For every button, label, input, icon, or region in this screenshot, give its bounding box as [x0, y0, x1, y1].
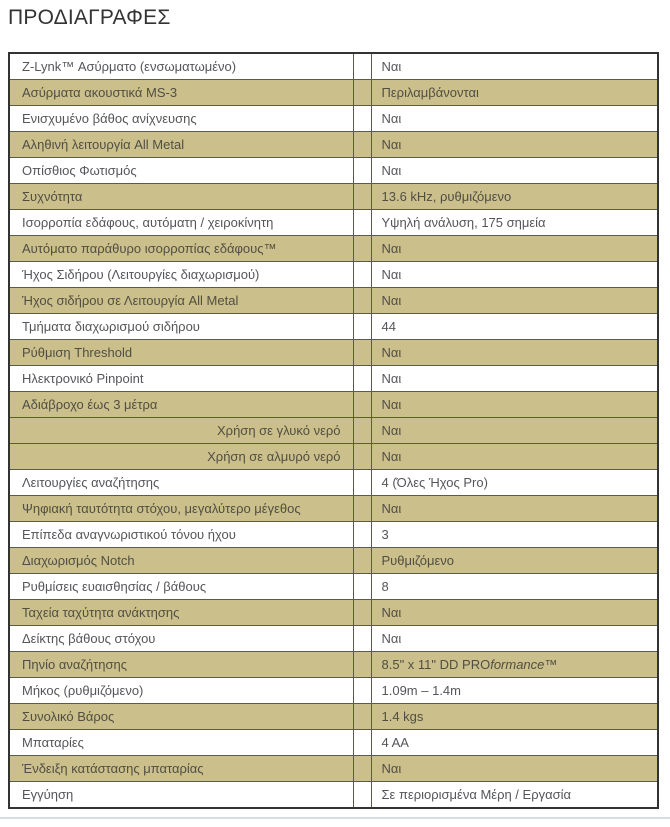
- spacer-cell: [353, 53, 371, 80]
- spec-value-cell: Περιλαμβάνονται: [371, 80, 658, 106]
- spec-table: [8, 52, 659, 809]
- spec-value-cell: Ναι: [371, 444, 658, 470]
- spec-value-cell: 13.6 kHz, ρυθμιζόμενο: [371, 184, 658, 210]
- spec-label-cell: Λειτουργίες αναζήτησης: [9, 470, 353, 496]
- spec-value-cell: Ναι: [371, 288, 658, 314]
- spec-label-cell: Ισορροπία εδάφους, αυτόματη / χειροκίνητη: [9, 210, 353, 236]
- table-row: [9, 444, 658, 470]
- spec-value-cell: Ναι: [371, 53, 658, 80]
- table-row: [9, 574, 658, 600]
- spacer-cell: [353, 730, 371, 756]
- spec-label-cell: Μπαταρίες: [9, 730, 353, 756]
- spacer-cell: [353, 236, 371, 262]
- spec-value-cell: Ναι: [371, 496, 658, 522]
- table-row: [9, 548, 658, 574]
- spec-value-cell: Ναι: [371, 756, 658, 782]
- spec-label-cell: Ένδειξη κατάστασης μπαταρίας: [9, 756, 353, 782]
- spec-label-cell: Ήχος σιδήρου σε Λειτουργία All Metal: [9, 288, 353, 314]
- spec-value-cell: Ναι: [371, 626, 658, 652]
- spec-label-cell: Ρύθμιση Threshold: [9, 340, 353, 366]
- table-row: [9, 80, 658, 106]
- spec-value-cell: Υψηλή ανάλυση, 175 σημεία: [371, 210, 658, 236]
- spacer-cell: [353, 262, 371, 288]
- spacer-cell: [353, 678, 371, 704]
- spacer-cell: [353, 158, 371, 184]
- spec-value-cell: Ναι: [371, 262, 658, 288]
- spacer-cell: [353, 522, 371, 548]
- table-row: [9, 53, 658, 80]
- spacer-cell: [353, 626, 371, 652]
- table-row: [9, 340, 658, 366]
- spec-label-cell: Οπίσθιος Φωτισμός: [9, 158, 353, 184]
- spec-label-cell: Χρήση σε γλυκό νερό: [9, 418, 353, 444]
- table-row: [9, 678, 658, 704]
- spec-value-cell: Ναι: [371, 106, 658, 132]
- page-title: ΠΡΟΔΙΑΓΡΑΦΕΣ: [8, 6, 171, 29]
- table-row: [9, 262, 658, 288]
- spec-label-cell: Επίπεδα αναγνωριστικού τόνου ήχου: [9, 522, 353, 548]
- spec-value-cell: 1.4 kgs: [371, 704, 658, 730]
- table-row: [9, 158, 658, 184]
- spacer-cell: [353, 184, 371, 210]
- spec-value-cell: Ναι: [371, 236, 658, 262]
- spec-label-cell: Χρήση σε αλμυρό νερό: [9, 444, 353, 470]
- table-row: [9, 418, 658, 444]
- spacer-cell: [353, 600, 371, 626]
- spec-value-cell: Ναι: [371, 132, 658, 158]
- spec-label-cell: Ηλεκτρονικό Pinpoint: [9, 366, 353, 392]
- spec-label-cell: Συνολικό Βάρος: [9, 704, 353, 730]
- spec-value-cell: Ναι: [371, 418, 658, 444]
- spec-label-cell: Μήκος (ρυθμιζόμενο): [9, 678, 353, 704]
- spec-value-cell: Ναι: [371, 366, 658, 392]
- spec-value-cell: 44: [371, 314, 658, 340]
- spec-label-cell: Ψηφιακή ταυτότητα στόχου, μεγαλύτερο μέγεθος: [9, 496, 353, 522]
- spacer-cell: [353, 210, 371, 236]
- spec-label-cell: Δείκτης βάθους στόχου: [9, 626, 353, 652]
- spacer-cell: [353, 80, 371, 106]
- table-row: [9, 626, 658, 652]
- spec-value-cell: 4 AA: [371, 730, 658, 756]
- table-row: [9, 496, 658, 522]
- table-row: [9, 184, 658, 210]
- spec-value-cell: Ναι: [371, 392, 658, 418]
- spacer-cell: [353, 574, 371, 600]
- spec-value-cell: Ναι: [371, 600, 658, 626]
- spacer-cell: [353, 106, 371, 132]
- table-row: [9, 366, 658, 392]
- table-row: [9, 236, 658, 262]
- table-row: [9, 600, 658, 626]
- spec-label-cell: Ενισχυμένο βάθος ανίχνευσης: [9, 106, 353, 132]
- table-row: [9, 756, 658, 782]
- spacer-cell: [353, 756, 371, 782]
- spec-label-cell: Εγγύηση: [9, 782, 353, 809]
- spacer-cell: [353, 704, 371, 730]
- spec-value-cell: Ναι: [371, 158, 658, 184]
- spacer-cell: [353, 470, 371, 496]
- spec-label-cell: Ασύρματα ακουστικά MS-3: [9, 80, 353, 106]
- spacer-cell: [353, 496, 371, 522]
- spacer-cell: [353, 782, 371, 809]
- table-row: [9, 392, 658, 418]
- spec-label-cell: Συχνότητα: [9, 184, 353, 210]
- spec-value-cell: 8: [371, 574, 658, 600]
- table-row: [9, 132, 658, 158]
- spec-label-cell: Z-Lynk™ Ασύρματο (ενσωματωμένο): [9, 53, 353, 80]
- spec-value-cell: 3: [371, 522, 658, 548]
- spacer-cell: [353, 652, 371, 678]
- table-row: [9, 782, 658, 809]
- table-row: [9, 210, 658, 236]
- spec-label-cell: Πηνίο αναζήτησης: [9, 652, 353, 678]
- spacer-cell: [353, 132, 371, 158]
- spec-label-cell: Ταχεία ταχύτητα ανάκτησης: [9, 600, 353, 626]
- spec-table-body: [9, 53, 658, 808]
- spec-label-cell: Ήχος Σιδήρου (Λειτουργίες διαχωρισμού): [9, 262, 353, 288]
- spec-label-cell: Αδιάβροχο έως 3 μέτρα: [9, 392, 353, 418]
- spec-label-cell: Αυτόματο παράθυρο ισορροπίας εδάφους™: [9, 236, 353, 262]
- spacer-cell: [353, 314, 371, 340]
- table-row: [9, 522, 658, 548]
- spec-value-cell: Σε περιορισμένα Μέρη / Εργασία: [371, 782, 658, 809]
- spec-value-cell: 4 (Όλες Ήχος Pro): [371, 470, 658, 496]
- spacer-cell: [353, 288, 371, 314]
- spacer-cell: [353, 340, 371, 366]
- spec-value-cell: 8.5" x 11" DD PROformance™: [371, 652, 658, 678]
- spacer-cell: [353, 548, 371, 574]
- table-row: [9, 314, 658, 340]
- spacer-cell: [353, 444, 371, 470]
- table-row: [9, 470, 658, 496]
- spec-label-cell: Αληθινή λειτουργία All Metal: [9, 132, 353, 158]
- spec-value-cell: 1.09m – 1.4m: [371, 678, 658, 704]
- spacer-cell: [353, 418, 371, 444]
- spacer-cell: [353, 392, 371, 418]
- table-row: [9, 704, 658, 730]
- table-row: [9, 106, 658, 132]
- table-row: [9, 288, 658, 314]
- spacer-cell: [353, 366, 371, 392]
- bottom-divider: [0, 817, 670, 819]
- spec-value-cell: Ρυθμιζόμενο: [371, 548, 658, 574]
- spec-label-cell: Ρυθμίσεις ευαισθησίας / βάθους: [9, 574, 353, 600]
- spec-label-cell: Τμήματα διαχωρισμού σιδήρου: [9, 314, 353, 340]
- table-row: [9, 730, 658, 756]
- spec-value-cell: Ναι: [371, 340, 658, 366]
- table-row: [9, 652, 658, 678]
- spec-label-cell: Διαχωρισμός Notch: [9, 548, 353, 574]
